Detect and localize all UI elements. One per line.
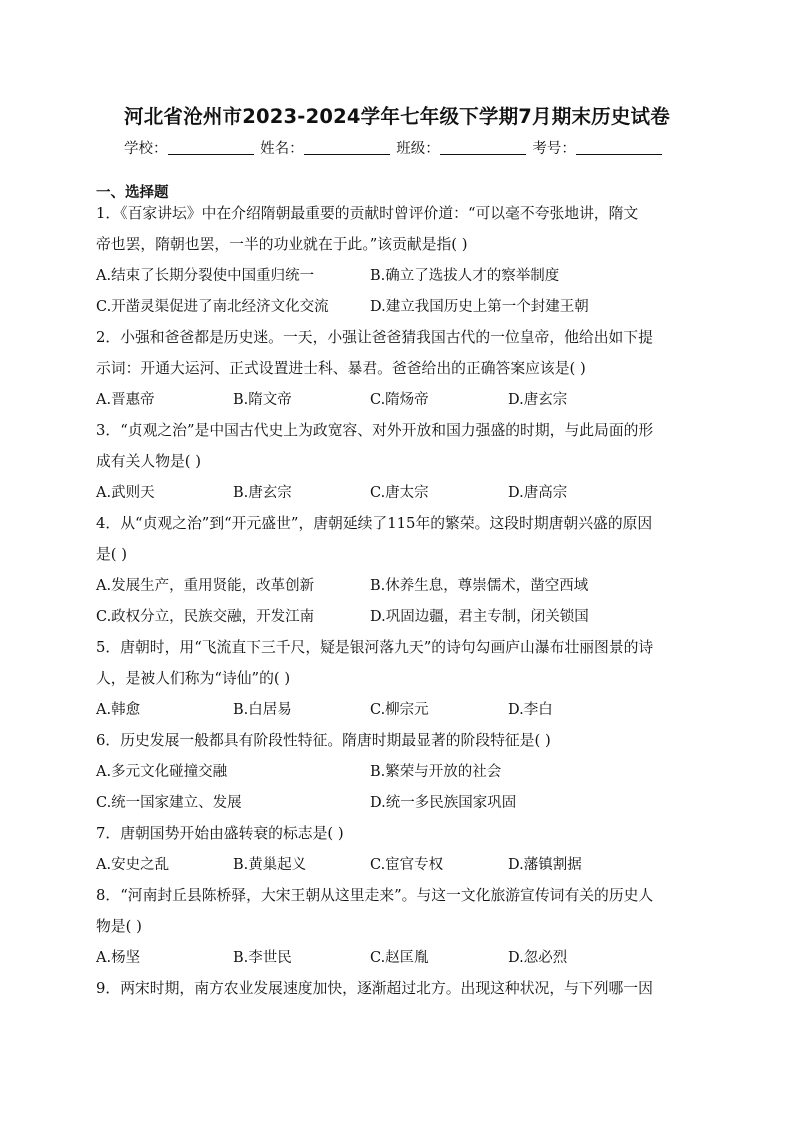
question-5-option-a[interactable]: A.韩愈 — [96, 702, 141, 718]
question-7-option-a[interactable]: A.安史之乱 — [96, 857, 170, 873]
question-7-option-c[interactable]: C.宦官专权 — [370, 857, 444, 873]
question-6-option-b[interactable]: B.繁荣与开放的社会 — [370, 764, 502, 780]
question-8-line-1: 8．“河南封丘县陈桥驿，大宋王朝从这里走来”。与这一文化旅游宣传词有关的历史人 — [96, 887, 654, 904]
student-info-row — [124, 137, 664, 158]
question-2-option-d[interactable]: D.唐玄宗 — [508, 392, 568, 408]
question-2-line-2: 示词：开通大运河、正式设置进士科、暴君。爸爸给出的正确答案应该是( ) — [96, 360, 586, 377]
question-5-option-d[interactable]: D.李白 — [508, 702, 553, 718]
question-2-option-c[interactable]: C.隋炀帝 — [370, 392, 429, 408]
question-6-option-c[interactable]: C.统一国家建立、发展 — [96, 795, 242, 811]
question-8-option-a[interactable]: A.杨坚 — [96, 950, 141, 966]
question-6-option-a[interactable]: A.多元文化碰撞交融 — [96, 764, 228, 780]
question-1-option-b[interactable]: B.确立了选拔人才的察举制度 — [370, 268, 560, 284]
school-label: 学校： — [124, 141, 168, 157]
name-blank[interactable] — [304, 140, 390, 155]
question-4-option-c[interactable]: C.政权分立，民族交融，开发江南 — [96, 609, 315, 625]
question-5-option-b[interactable]: B.白居易 — [233, 702, 292, 718]
question-5-line-2: 人，是被人们称为“诗仙”的( ) — [96, 670, 291, 687]
question-4-line-1: 4．从“贞观之治”到“开元盛世”，唐朝延续了115年的繁荣。这段时期唐朝兴盛的原因 — [96, 515, 653, 532]
question-4-option-b[interactable]: B.休养生息，尊崇儒术，凿空西域 — [370, 578, 589, 594]
number-label: 考号： — [532, 141, 576, 157]
question-3-option-b[interactable]: B.唐玄宗 — [233, 485, 292, 501]
question-4-option-d[interactable]: D.巩固边疆，君主专制，闭关锁国 — [370, 609, 589, 625]
question-8-option-c[interactable]: C.赵匡胤 — [370, 950, 429, 966]
question-1-option-c[interactable]: C.开凿灵渠促进了南北经济文化交流 — [96, 299, 329, 315]
question-5-option-c[interactable]: C.柳宗元 — [370, 702, 429, 718]
question-1-option-a[interactable]: A.结束了长期分裂使中国重归统一 — [96, 268, 315, 284]
question-1-line-2: 帝也罢，隋朝也罢，一半的功业就在于此。”该贡献是指( ) — [96, 236, 468, 253]
question-3-option-d[interactable]: D.唐高宗 — [508, 485, 568, 501]
section-title: 一、选择题 — [96, 185, 169, 201]
question-4-option-a[interactable]: A.发展生产，重用贤能，改革创新 — [96, 578, 315, 594]
question-3-option-a[interactable]: A.武则天 — [96, 485, 155, 501]
question-2-line-1: 2．小强和爸爸都是历史迷。一天，小强让爸爸猜我国古代的一位皇帝，他给出如下提 — [96, 329, 653, 346]
question-3-line-2: 成有关人物是( ) — [96, 453, 202, 470]
question-2-option-b[interactable]: B.隋文帝 — [233, 392, 292, 408]
question-5-line-1: 5．唐朝时，用“飞流直下三千尺，疑是银河落九天”的诗句勾画庐山瀑布壮丽图景的诗 — [96, 639, 654, 656]
question-6-option-d[interactable]: D.统一多民族国家巩固 — [370, 795, 517, 811]
question-7-option-b[interactable]: B.黄巢起义 — [233, 857, 307, 873]
class-label: 班级： — [396, 141, 440, 157]
question-8-option-d[interactable]: D.忽必烈 — [508, 950, 568, 966]
question-7-line-1: 7．唐朝国势开始由盛转衰的标志是( ) — [96, 825, 344, 842]
school-blank[interactable] — [168, 140, 254, 155]
question-8-line-2: 物是( ) — [96, 918, 142, 935]
question-1-option-d[interactable]: D.建立我国历史上第一个封建王朝 — [370, 299, 589, 315]
page-title: 河北省沧州市2023-2024学年七年级下学期7月期末历史试卷 — [124, 105, 670, 128]
question-8-option-b[interactable]: B.李世民 — [233, 950, 292, 966]
question-6-line-1: 6．历史发展一般都具有阶段性特征。隋唐时期最显著的阶段特征是( ) — [96, 732, 551, 749]
question-7-option-d[interactable]: D.藩镇割据 — [508, 857, 582, 873]
question-1-line-1: 1．《百家讲坛》中在介绍隋朝最重要的贡献时曾评价道：“可以毫不夸张地讲，隋文 — [96, 205, 639, 222]
class-blank[interactable] — [440, 140, 526, 155]
question-3-option-c[interactable]: C.唐太宗 — [370, 485, 429, 501]
question-4-line-2: 是( ) — [96, 546, 128, 563]
question-9-line-1: 9．两宋时期，南方农业发展速度加快，逐渐超过北方。出现这种状况，与下列哪一因 — [96, 980, 653, 997]
number-blank[interactable] — [576, 140, 662, 155]
name-label: 姓名： — [260, 141, 304, 157]
question-3-line-1: 3．“贞观之治”是中国古代史上为政宽容、对外开放和国力强盛的时期，与此局面的形 — [96, 422, 654, 439]
question-2-option-a[interactable]: A.晋惠帝 — [96, 392, 155, 408]
